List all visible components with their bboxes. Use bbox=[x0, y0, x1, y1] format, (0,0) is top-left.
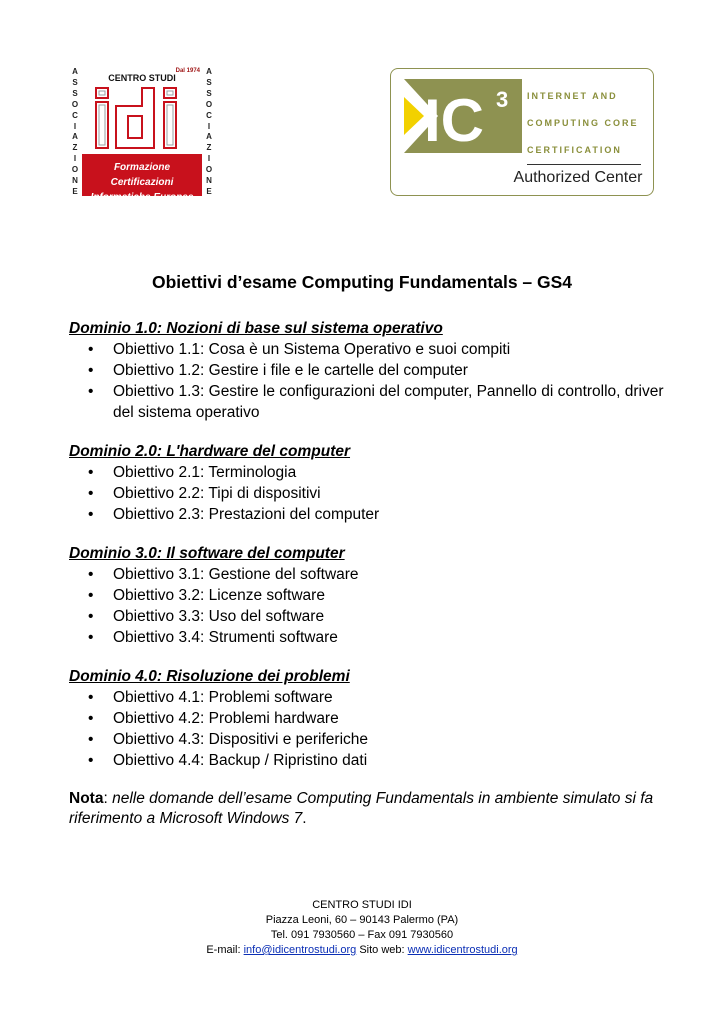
footer-line-3: Tel. 091 7930560 – Fax 091 7930560 bbox=[270, 929, 454, 941]
domains-content bbox=[69, 318, 669, 829]
footer-line-2: Piazza Leoni, 60 – 90143 Palermo (PA) bbox=[265, 914, 459, 926]
idi-side-left-letter: S bbox=[72, 88, 78, 98]
objective-item: • Obiettivo 3.4: Strumenti software bbox=[69, 627, 669, 648]
domain-title: Dominio 3.0: Il software del computer bbox=[69, 545, 345, 562]
idi-side-left-letter: Z bbox=[72, 143, 78, 153]
objective-list bbox=[69, 339, 669, 423]
ic3-authorized-center: Authorized Center bbox=[513, 169, 643, 186]
idi-side-left-letter: I bbox=[73, 121, 77, 131]
idi-side-right-letter: N bbox=[206, 176, 212, 186]
note-label: Nota bbox=[69, 790, 104, 807]
domain-section bbox=[69, 441, 669, 525]
objective-item: • Obiettivo 3.3: Uso del software bbox=[69, 606, 669, 627]
objective-item: • Obiettivo 4.2: Problemi hardware bbox=[69, 708, 669, 729]
note-end: . bbox=[302, 810, 307, 827]
objective-item: • Obiettivo 1.3: Gestire le configurazioni del computer, Pannello di controllo, driver del sistema operativo bbox=[69, 381, 669, 423]
idi-mark-icon bbox=[90, 86, 194, 150]
footer-line-1: CENTRO STUDI IDI bbox=[312, 899, 412, 911]
idi-logo-side-right bbox=[202, 68, 216, 196]
idi-side-left-letter: E bbox=[72, 186, 78, 196]
idi-band-line1: Formazione Certificazioni bbox=[110, 162, 174, 188]
objective-item: • Obiettivo 2.1: Terminologia bbox=[69, 462, 669, 483]
ic3-divider bbox=[527, 164, 641, 165]
footer-web-link[interactable]: www.idicentrostudi.org bbox=[407, 944, 518, 956]
idi-side-right-letter: O bbox=[205, 165, 213, 175]
domain-title: Dominio 2.0: L'hardware del computer bbox=[69, 443, 351, 460]
idi-centro-studi: CENTRO STUDI bbox=[108, 73, 176, 83]
ic3-logo bbox=[390, 68, 654, 196]
idi-band bbox=[82, 154, 202, 203]
idi-side-right-letter: I bbox=[207, 154, 211, 164]
objective-list bbox=[69, 564, 669, 648]
note-paragraph bbox=[69, 789, 669, 829]
objective-item: • Obiettivo 3.2: Licenze software bbox=[69, 585, 669, 606]
note-separator: : bbox=[103, 790, 113, 807]
ic3-line-2: COMPUTING CORE bbox=[527, 118, 639, 128]
objective-list bbox=[69, 462, 669, 525]
objective-item: • Obiettivo 2.2: Tipi di dispositivi bbox=[69, 483, 669, 504]
note-text: nelle domande dell’esame Computing Fundamentals in ambiente simulato si fa riferimento a Microsoft Windows 7 bbox=[69, 790, 654, 827]
idi-side-left-letter: C bbox=[72, 110, 78, 120]
svg-text:3: 3 bbox=[496, 87, 509, 112]
idi-logo-inner bbox=[82, 68, 202, 203]
objective-item: • Obiettivo 2.3: Prestazioni del computer bbox=[69, 504, 669, 525]
footer bbox=[0, 898, 724, 958]
idi-side-right-letter: Z bbox=[206, 143, 212, 153]
idi-side-left-letter: A bbox=[72, 132, 78, 142]
objective-item: • Obiettivo 4.4: Backup / Ripristino dati bbox=[69, 750, 669, 771]
domain-title: Dominio 1.0: Nozioni di base sul sistema operativo bbox=[69, 320, 443, 337]
idi-logo bbox=[68, 67, 216, 203]
footer-web-label: Sito web: bbox=[356, 944, 408, 956]
idi-logo-side-left bbox=[68, 68, 82, 196]
domain-section bbox=[69, 666, 669, 771]
idi-side-right-letter: A bbox=[206, 67, 212, 76]
domain-section bbox=[69, 318, 669, 423]
idi-side-right-letter: O bbox=[205, 99, 213, 109]
idi-band-line2: Informatiche Europee bbox=[90, 192, 194, 203]
footer-email-link[interactable]: info@idicentrostudi.org bbox=[243, 944, 357, 956]
idi-side-right-letter: A bbox=[206, 132, 212, 142]
ic3-line-3: CERTIFICATION bbox=[527, 145, 622, 155]
ic3-text-lines bbox=[527, 83, 639, 164]
idi-side-right-letter: I bbox=[207, 121, 211, 131]
objective-item: • Obiettivo 4.3: Dispositivi e periferiche bbox=[69, 729, 669, 750]
ic3-mark-icon bbox=[404, 79, 522, 153]
objective-list bbox=[69, 687, 669, 771]
idi-side-left-letter: I bbox=[73, 154, 77, 164]
objective-item: • Obiettivo 4.1: Problemi software bbox=[69, 687, 669, 708]
svg-text:IC: IC bbox=[424, 87, 484, 153]
idi-side-left-letter: O bbox=[71, 99, 79, 109]
objective-item: • Obiettivo 3.1: Gestione del software bbox=[69, 564, 669, 585]
footer-email-label: E-mail: bbox=[206, 944, 244, 956]
idi-side-left-letter: S bbox=[72, 77, 78, 87]
page-title: Obiettivi d’esame Computing Fundamentals – GS4 bbox=[151, 272, 573, 292]
footer-line-4 bbox=[0, 943, 724, 958]
objective-item: • Obiettivo 1.2: Gestire i file e le cartelle del computer bbox=[69, 360, 669, 381]
domain-title: Dominio 4.0: Risoluzione dei problemi bbox=[69, 668, 350, 685]
idi-side-right-letter: S bbox=[206, 77, 212, 87]
idi-since: Dal 1974 bbox=[175, 68, 200, 74]
idi-side-left-letter: A bbox=[72, 67, 78, 76]
idi-side-left-letter: N bbox=[72, 176, 78, 186]
idi-side-right-letter: E bbox=[206, 186, 212, 196]
idi-side-left-letter: O bbox=[71, 165, 79, 175]
idi-side-right-letter: S bbox=[206, 88, 212, 98]
idi-side-right-letter: C bbox=[206, 110, 212, 120]
objective-item: • Obiettivo 1.1: Cosa è un Sistema Operativo e suoi compiti bbox=[69, 339, 669, 360]
domain-section bbox=[69, 543, 669, 648]
ic3-line-1: INTERNET AND bbox=[527, 91, 618, 101]
